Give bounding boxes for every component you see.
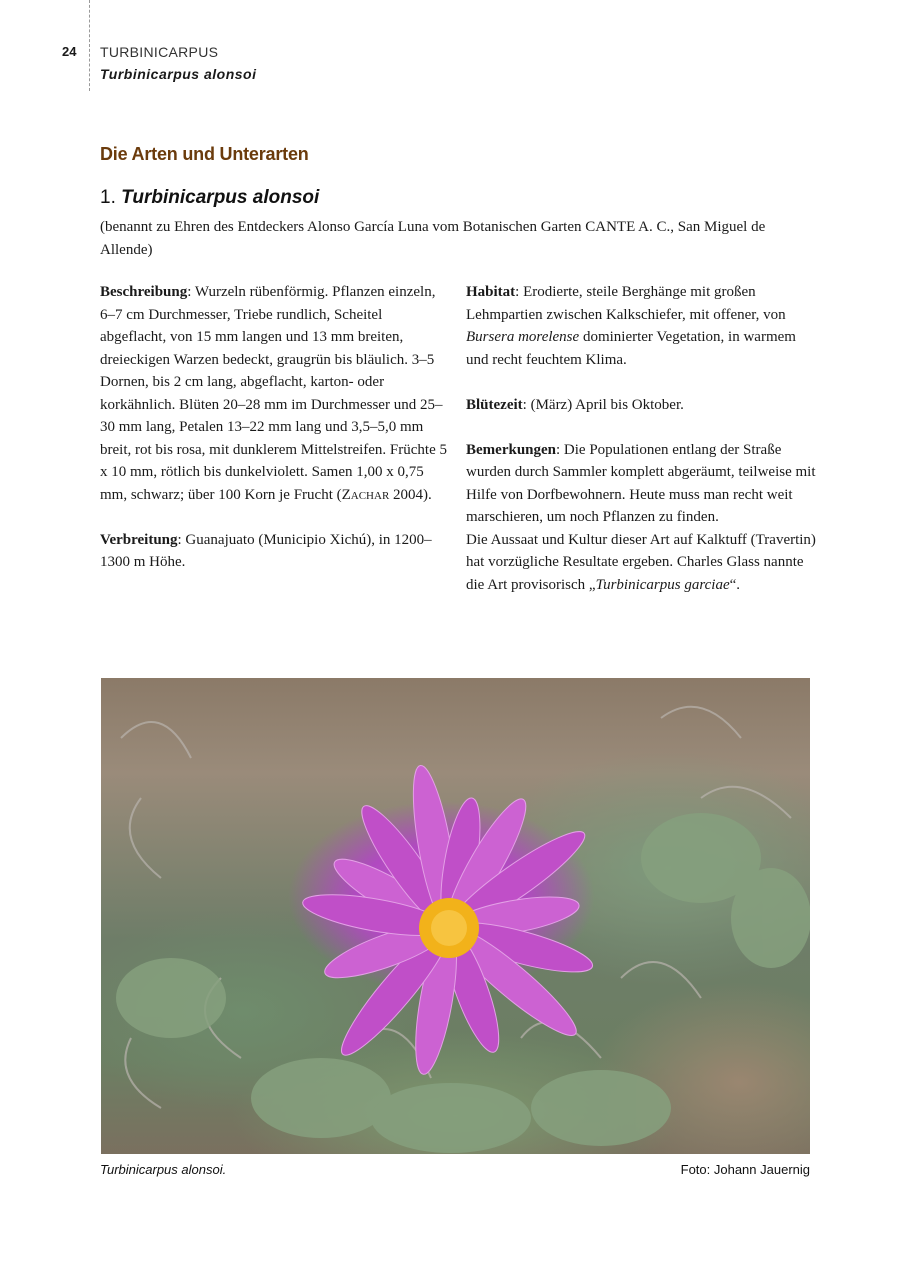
flower-center [431, 910, 467, 946]
flowering-label: Blütezeit [466, 396, 523, 413]
species-heading [100, 187, 319, 209]
quote-open: „ [588, 576, 596, 593]
running-head [0, 0, 900, 100]
description-text: : Wurzeln rübenförmig. Pflanzen einzeln, 6–7 cm Durchmesser, Triebe rundlich, Scheitel abgeflacht, von 15 mm langen und 13 mm breiten, dreieckigen Warzen bedeckt, graugrün bis bläulich. 3–5 Dornen, bis 2 cm lang, abgeflacht, karton- oder korkähnlich. Blüten 20–28 mm im Durchmesser und 25–30 mm lang, Petalen 13–22 mm lang und 3,5–5,0 mm breit, rot bis rosa, mit dunklerem Mittelstreifen. Früchte 5 x 10 mm, rötlich bis dunkelviolett. Samen 1,00 x 0,75 mm, schwarz; über 100 Korn je Frucht ( [100, 284, 448, 503]
citation-author: Zachar [341, 486, 390, 503]
habitat-text-end: dominierter Vegetation, in warmem und recht feuchtem Klima. [466, 329, 796, 368]
flowering-text: : (März) April bis Oktober. [522, 396, 684, 413]
header-divider [89, 0, 90, 91]
running-head-section: TURBINICARPUS [100, 44, 219, 60]
distribution-text: : Guanajuato (Municipio Xichú), in 1200–1300 m Höhe. [100, 531, 432, 570]
habitat-text: : Erodierte, steile Berghänge mit großen Lehmpartien zwischen Kalkschiefer, mit offener, von [466, 284, 786, 323]
distribution-label: Verbreitung [100, 531, 178, 548]
species-name: Turbinicarpus alonsoi [121, 187, 320, 208]
remarks-paragraph-2 [466, 529, 816, 597]
habitat-label: Habitat [466, 284, 516, 300]
running-head-species: Turbinicarpus alonsoi [100, 66, 257, 82]
right-column [466, 281, 816, 596]
citation-year: 2004). [389, 486, 432, 503]
remarks-text-2: Die Aussaat und Kultur dieser Art auf Kalktuff (Travertin) hat vorzügliche Resultate ergeben. Charles Glass nannte die Art provisorisch [466, 531, 816, 593]
cactus-flower-photo [101, 678, 810, 1154]
remarks-label: Bemerkungen [466, 441, 556, 458]
species-naming-note: (benannt zu Ehren des Entdeckers Alonso García Luna vom Botanischen Garten CANTE A. C., San Miguel de Allende) [100, 219, 766, 258]
section-title: Die Arten und Unterarten [100, 144, 309, 164]
quote-close: “. [729, 576, 741, 593]
flowering-paragraph [466, 394, 816, 417]
left-column [100, 281, 450, 596]
species-number: 1. [100, 187, 116, 208]
provisional-name: Turbinicarpus garciae [595, 576, 730, 593]
remarks-text: : Die Populationen entlang der Straße wurden durch Sammler komplett abgeräumt, teilweise mit Hilfe von Dorfbewohnern. Heute muss man recht weit marschieren, um noch Pflanzen zu finden. [466, 441, 816, 525]
remarks-paragraph [466, 439, 816, 529]
photo-caption: Turbinicarpus alonsoi. [100, 1162, 227, 1177]
flower-illustration [101, 678, 810, 1154]
distribution-paragraph [100, 529, 450, 574]
habitat-italic-species: Bursera morelense [466, 329, 580, 345]
habitat-paragraph [466, 281, 816, 371]
description-paragraph [100, 281, 450, 506]
page-number: 24 [62, 44, 77, 59]
description-label: Beschreibung [100, 284, 188, 300]
photo-credit: Foto: Johann Jauernig [680, 1162, 810, 1177]
